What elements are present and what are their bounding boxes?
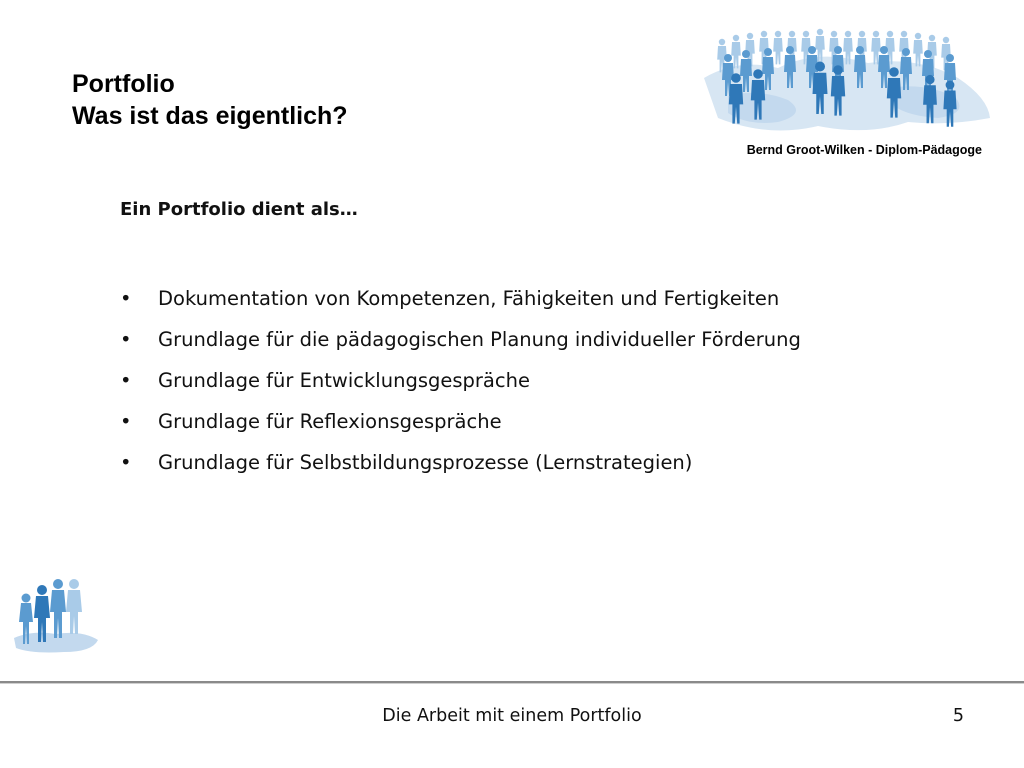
list-item <box>120 319 838 360</box>
list-item-text: Grundlage für Reflexionsgespräche <box>158 410 502 433</box>
list-item-text: Grundlage für Entwicklungsgespräche <box>158 369 530 392</box>
list-item-text: Grundlage für die pädagogischen Planung individueller Förderung <box>158 328 801 351</box>
bullet-list <box>120 278 920 483</box>
list-item <box>120 401 920 442</box>
bullet-icon: • <box>120 410 132 433</box>
footer-title: Die Arbeit mit einem Portfolio <box>382 706 642 726</box>
list-item <box>120 442 920 483</box>
page-number: 5 <box>952 706 964 726</box>
bullet-icon: • <box>120 328 132 351</box>
slide-title-line-1: Portfolio <box>72 70 175 98</box>
slide-title <box>72 68 348 132</box>
author-credit: Bernd Groot-Wilken - Diplom-Pädagoge <box>746 143 982 157</box>
slide-content <box>120 196 920 483</box>
bullet-icon: • <box>120 369 132 392</box>
list-item <box>120 360 920 401</box>
list-item-text: Dokumentation von Kompetenzen, Fähigkeiten und Fertigkeiten <box>158 287 780 310</box>
list-item-text: Grundlage für Selbstbildungsprozesse (Lernstrategien) <box>158 451 693 474</box>
list-item <box>120 278 920 319</box>
footer-divider-shadow <box>0 683 1024 684</box>
bullet-icon: • <box>120 287 132 310</box>
crowd-logo-icon <box>698 18 998 142</box>
group-of-people-icon <box>12 572 100 656</box>
slide-title-line-2: Was ist das eigentlich? <box>72 102 348 130</box>
bullet-icon: • <box>120 451 132 474</box>
intro-text: Ein Portfolio dient als… <box>120 199 358 220</box>
